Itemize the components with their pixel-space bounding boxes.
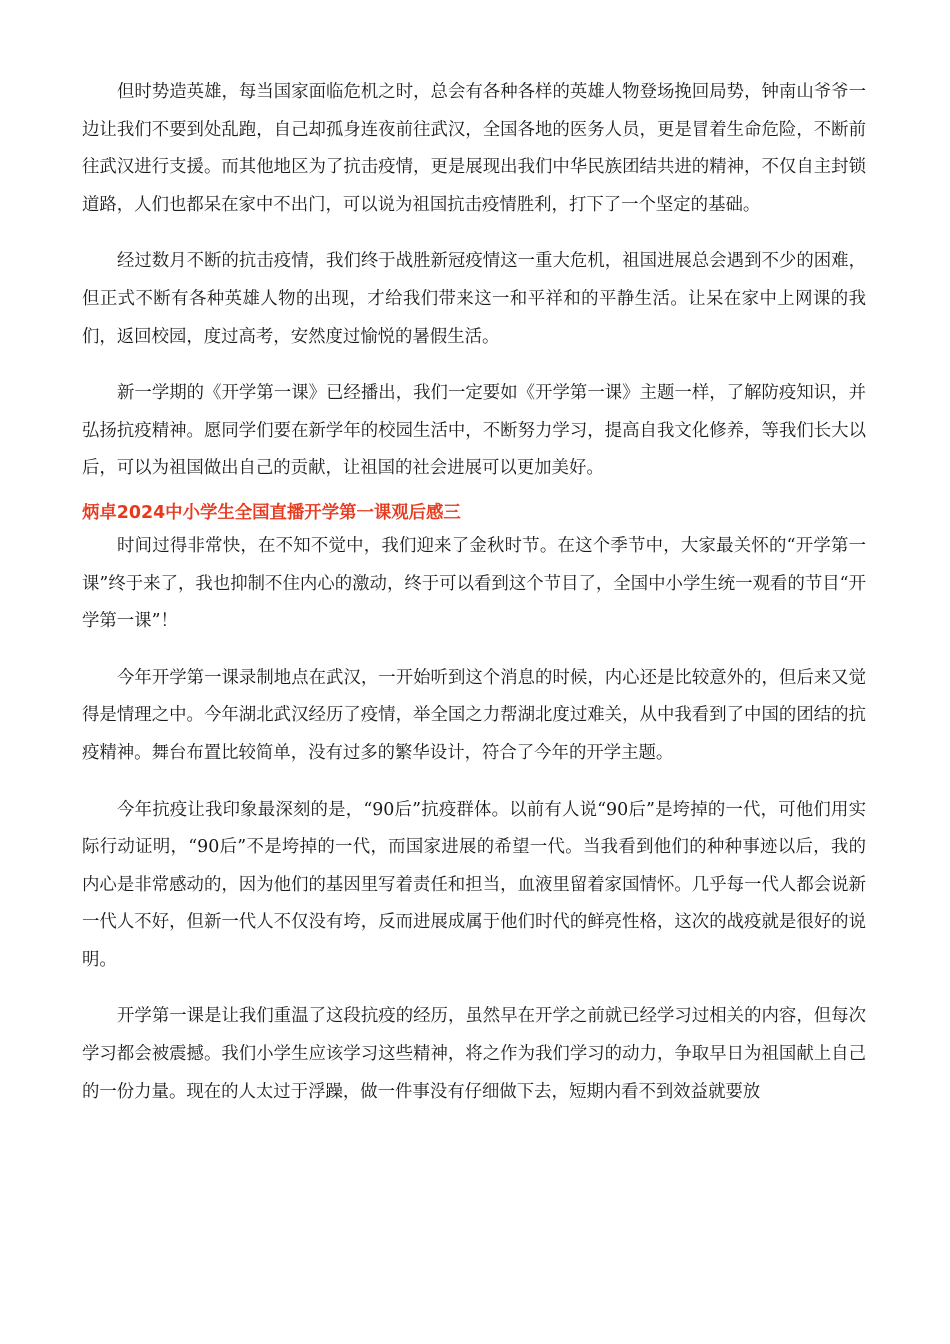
- paragraph-new-semester: 新一学期的《开学第一课》已经播出，我们一定要如《开学第一课》主题一样，了解防疫知识，并弘扬抗疫精神。愿同学们要在新学年的校园生活中，不断努力学习，提高自我文化修养，等我们长大以后，可以为祖国做出自己的贡献，让祖国的社会进展可以更加美好。: [82, 383, 866, 479]
- section-heading: 炳卓2024中小学生全国直播开学第一课观后感三: [82, 502, 461, 523]
- document-body: [82, 74, 866, 1130]
- paragraph-autumn: 时间过得非常快，在不知不觉中，我们迎来了金秋时节。在这个季节中，大家最关怀的“开学第一课”终于来了，我也抑制不住内心的激动，终于可以看到这个节目了，全国中小学生统一观看的节目“开学第一课”！: [82, 535, 866, 632]
- paragraph-post90s: 今年抗疫让我印象最深刻的是，“90后”抗疫群体。以前有人说“90后”是垮掉的一代，可他们用实际行动证明，“90后”不是垮掉的一代，而国家进展的希望一代。当我看到他们的种种事迹以后，我的内心是非常感动的，因为他们的基因里写着责任和担当，血液里留着家国情怀。几乎每一代人都会说新一代人不好，但新一代人不仅没有垮，反而进展成属于他们时代的鲜亮性格，这次的战疫就是很好的说明。: [82, 799, 866, 970]
- paragraph-review: 开学第一课是让我们重温了这段抗疫的经历，虽然早在开学之前就已经学习过相关的内容，但每次学习都会被震撼。我们小学生应该学习这些精神，将之作为我们学习的动力，争取早日为祖国献上自己的一份力量。现在的人太过于浮躁，做一件事没有仔细做下去，短期内看不到效益就要放: [82, 1006, 866, 1102]
- paragraph-victory: 经过数月不断的抗击疫情，我们终于战胜新冠疫情这一重大危机，祖国进展总会遇到不少的困难，但正式不断有各种英雄人物的出现，才给我们带来这一和平祥和的平静生活。让呆在家中上网课的我们，返回校园，度过高考，安然度过愉悦的暑假生活。: [82, 251, 866, 347]
- paragraph-wuhan: 今年开学第一课录制地点在武汉，一开始听到这个消息的时候，内心还是比较意外的，但后来又觉得是情理之中。今年湖北武汉经历了疫情，举全国之力帮湖北度过难关，从中我看到了中国的团结的抗疫精神。舞台布置比较简单，没有过多的繁华设计，符合了今年的开学主题。: [82, 667, 866, 763]
- paragraph-heroes: 但时势造英雄，每当国家面临危机之时，总会有各种各样的英雄人物登场挽回局势，钟南山爷爷一边让我们不要到处乱跑，自己却孤身连夜前往武汉，全国各地的医务人员，更是冒着生命危险，不断前往武汉进行支援。而其他地区为了抗击疫情，更是展现出我们中华民族团结共进的精神，不仅自主封锁道路，人们也都呆在家中不出门，可以说为祖国抗击疫情胜利，打下了一个坚定的基础。: [82, 82, 866, 215]
